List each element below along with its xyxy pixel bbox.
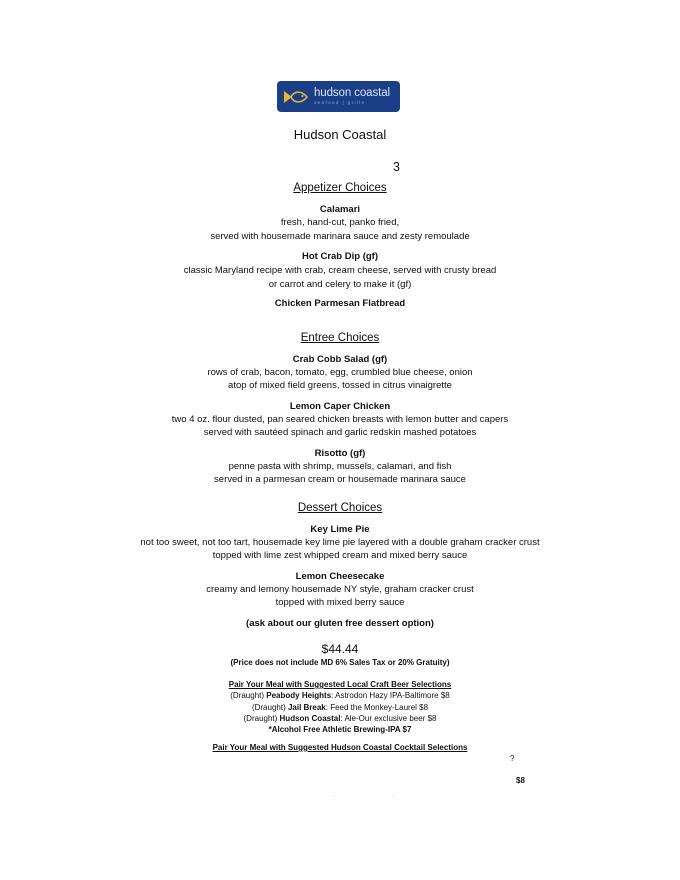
menu-price: $44.44 <box>321 642 359 656</box>
dessert-heading: Dessert Choices <box>297 502 383 514</box>
menu-item-desc: penne pasta with shrimp, mussels, calamari, and fish <box>228 461 452 472</box>
menu-item-name: Hot Crab Dip (gf) <box>302 251 378 262</box>
menu-item-desc: atop of mixed field greens, tossed in citrus vinaigrette <box>228 380 452 391</box>
cocktail-pairing-heading: Pair Your Meal with Suggested Hudson Coastal Cocktail Selections <box>212 743 468 752</box>
menu-item-desc: rows of crab, bacon, tomato, egg, crumbled blue cheese, onion <box>207 367 473 378</box>
menu-item-desc: topped with lime zest whipped cream and mixed berry sauce <box>212 550 468 561</box>
appetizer-heading: Appetizer Choices <box>293 182 387 194</box>
beer-item <box>0 714 680 723</box>
beer-detail: : Astrodon Hazy IPA-Baltimore $8 <box>331 691 450 700</box>
menu-item-desc: classic Maryland recipe with crab, cream cheese, served with crusty bread <box>183 265 497 276</box>
cut-off-char: ? <box>510 754 515 763</box>
logo-tagline: seafood | grille <box>314 100 366 105</box>
menu-item-desc: served with housemade marinara sauce and zesty remoulade <box>210 231 470 242</box>
menu-item-desc: two 4 oz. flour dusted, pan seared chicken breasts with lemon butter and capers <box>171 414 509 425</box>
menu-item-desc: served with sautéed spinach and garlic redskin mashed potatoes <box>203 427 477 438</box>
menu-item-desc: creamy and lemony housemade NY style, graham cracker crust <box>206 584 474 595</box>
menu-item-desc: fresh, hand-cut, panko fried, <box>280 217 400 228</box>
price-disclaimer: (Price does not include MD 6% Sales Tax or 20% Gratuity) <box>230 658 450 667</box>
beer-prefix: (Draught) <box>251 703 288 712</box>
menu-item-name: Key Lime Pie <box>310 524 370 535</box>
beer-item <box>0 691 680 700</box>
beer-detail: : Feed the Monkey-Laurel $8 <box>325 703 429 712</box>
stray-mark: · <box>393 793 396 800</box>
beer-brewery: Jail Break <box>287 703 326 712</box>
beer-brewery: Peabody Heights <box>266 691 332 700</box>
menu-item-desc: served in a parmesan cream or housemade marinara sauce <box>214 474 466 485</box>
beer-pairing-heading: Pair Your Meal with Suggested Local Craft Beer Selections <box>228 680 452 689</box>
menu-item-name: Lemon Caper Chicken <box>289 401 391 412</box>
restaurant-name: Hudson Coastal <box>293 127 387 142</box>
menu-item-desc: topped with mixed berry sauce <box>275 597 405 608</box>
beer-prefix: (Draught) <box>243 714 280 723</box>
menu-item-name: Lemon Cheesecake <box>295 571 385 582</box>
beer-item <box>0 703 680 712</box>
menu-item-desc: or carrot and celery to make it (gf) <box>268 279 412 290</box>
stray-mark: · <box>333 793 336 800</box>
menu-item-desc: not too sweet, not too tart, housemade key lime pie layered with a double graham cracker crust <box>140 537 540 548</box>
beer-prefix: (Draught) <box>230 691 267 700</box>
menu-item-name: Chicken Parmesan Flatbread <box>274 298 406 309</box>
menu-item-name: Risotto (gf) <box>314 448 366 459</box>
entree-heading: Entree Choices <box>300 332 380 344</box>
fish-icon <box>283 88 309 106</box>
logo-wordmark: hudson coastal <box>314 86 390 99</box>
beer-detail: : Ale-Our exclusive beer $8 <box>340 714 437 723</box>
gluten-free-note: (ask about our gluten free dessert option) <box>246 618 434 629</box>
course-count: 3 <box>393 160 400 174</box>
hudson-coastal-logo <box>277 81 400 112</box>
menu-item-name: Calamari <box>319 204 361 215</box>
menu-item-name: Crab Cobb Salad (gf) <box>292 354 388 365</box>
alcohol-free-item: *Alcohol Free Athletic Brewing-IPA $7 <box>268 725 412 734</box>
cut-off-price: $8 <box>516 776 525 785</box>
beer-brewery: Hudson Coastal <box>279 714 341 723</box>
